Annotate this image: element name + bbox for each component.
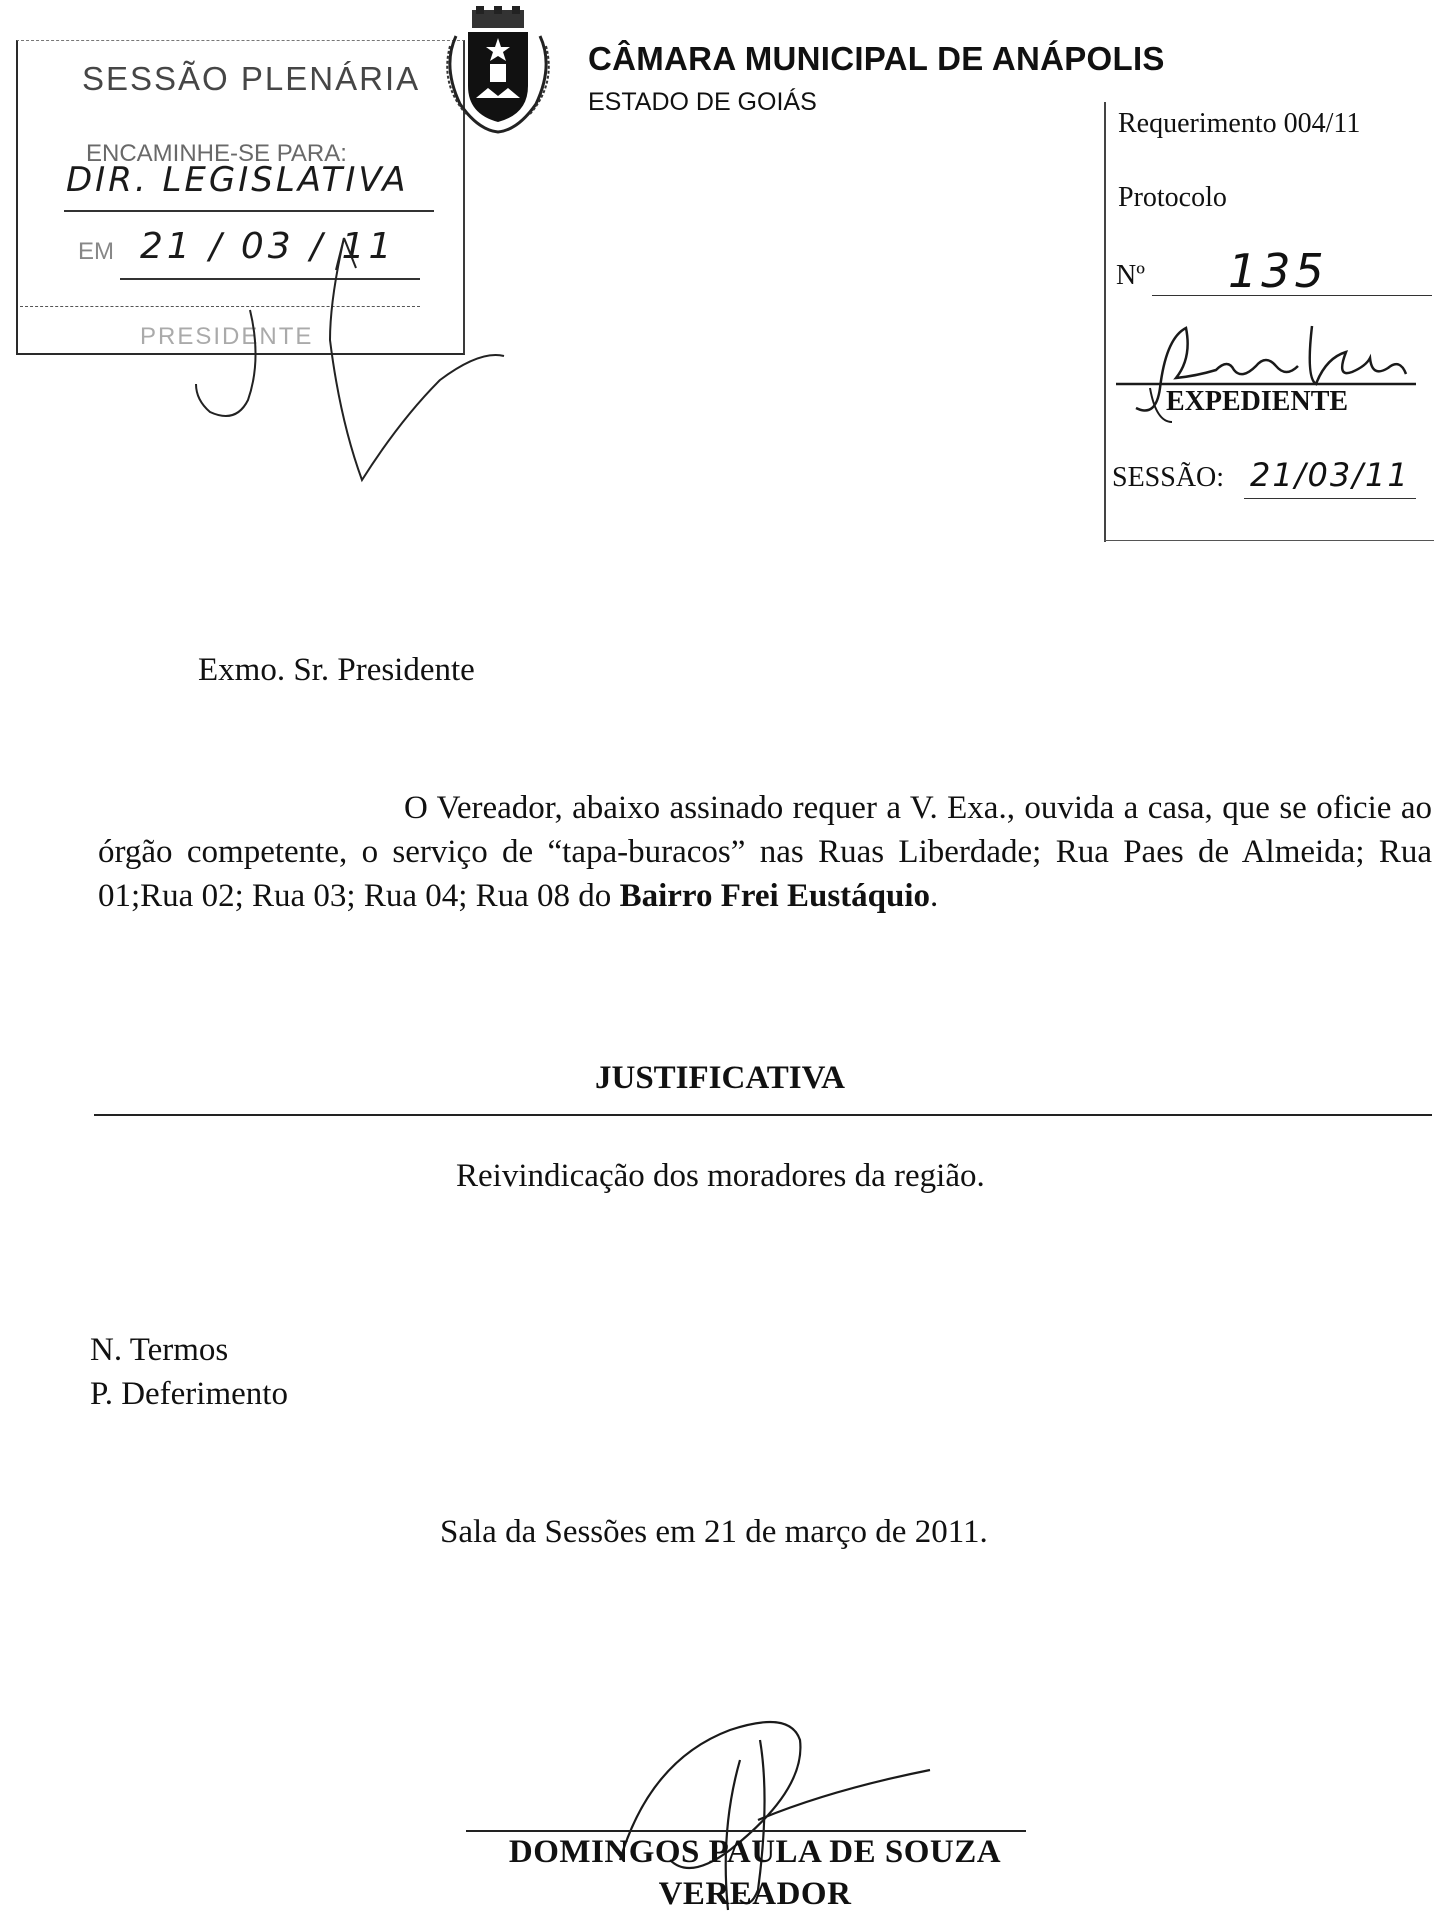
protocol-session-line xyxy=(1244,498,1416,499)
neighborhood-name: Bairro Frei Eustáquio xyxy=(619,878,931,914)
stamp-handwritten-date: 21 / 03 / 11 xyxy=(140,226,396,267)
stamp-title: SESSÃO PLENÁRIA xyxy=(82,60,421,97)
closing-line-1: N. Termos xyxy=(90,1332,229,1368)
protocol-section: EXPEDIENTE xyxy=(1166,386,1349,417)
signature-line xyxy=(466,1830,1026,1832)
protocol-number-value: 135 xyxy=(1228,244,1328,298)
protocol-session-date: 21/03/11 xyxy=(1250,456,1410,494)
request-paragraph xyxy=(98,786,1432,918)
justification-heading: JUSTIFICATIVA xyxy=(594,1060,845,1096)
request-number: Requerimento 004/11 xyxy=(1118,108,1361,139)
stamp-date-line xyxy=(120,278,420,280)
signer-role: VEREADOR xyxy=(658,1876,852,1912)
protocol-number-label: Nº xyxy=(1116,260,1145,291)
stamp-signature-line xyxy=(20,306,420,307)
justification-rule xyxy=(94,1114,1432,1116)
stamp-footer: PRESIDENTE xyxy=(140,323,314,350)
protocol-box-bottom-border xyxy=(1104,540,1434,541)
stamp-handwritten-destination: DIR. LEGISLATIVA xyxy=(66,160,409,200)
stamp-date-label: EM xyxy=(78,238,114,265)
organization-name: CÂMARA MUNICIPAL DE ANÁPOLIS xyxy=(588,40,1165,77)
organization-state: ESTADO DE GOIÁS xyxy=(588,88,817,116)
justification-text: Reivindicação dos moradores da região. xyxy=(456,1158,985,1194)
protocol-session-label: SESSÃO: xyxy=(1112,462,1225,493)
protocol-label: Protocolo xyxy=(1118,182,1227,213)
stamp-forward-label: ENCAMINHE-SE PARA: xyxy=(86,140,347,167)
request-text-end: . xyxy=(930,878,939,914)
closing-line-2: P. Deferimento xyxy=(90,1376,288,1412)
salutation: Exmo. Sr. Presidente xyxy=(198,652,475,688)
request-text: O Vereador, abaixo assinado requer a V. Exa., ouvida a casa, que se oficie ao órgão competente, o serviço de “tapa-buracos” nas Ruas Liberdade; Rua Paes de Almeida; Rua 01;Rua 02; Rua 03; Rua 04; Rua 08 do xyxy=(98,790,1432,914)
place-and-date: Sala da Sessões em 21 de março de 2011. xyxy=(440,1514,988,1550)
signer-name: DOMINGOS PAULA DE SOUZA xyxy=(508,1834,1002,1870)
stamp-destination-line xyxy=(64,210,434,212)
municipal-crest-icon xyxy=(438,6,558,136)
